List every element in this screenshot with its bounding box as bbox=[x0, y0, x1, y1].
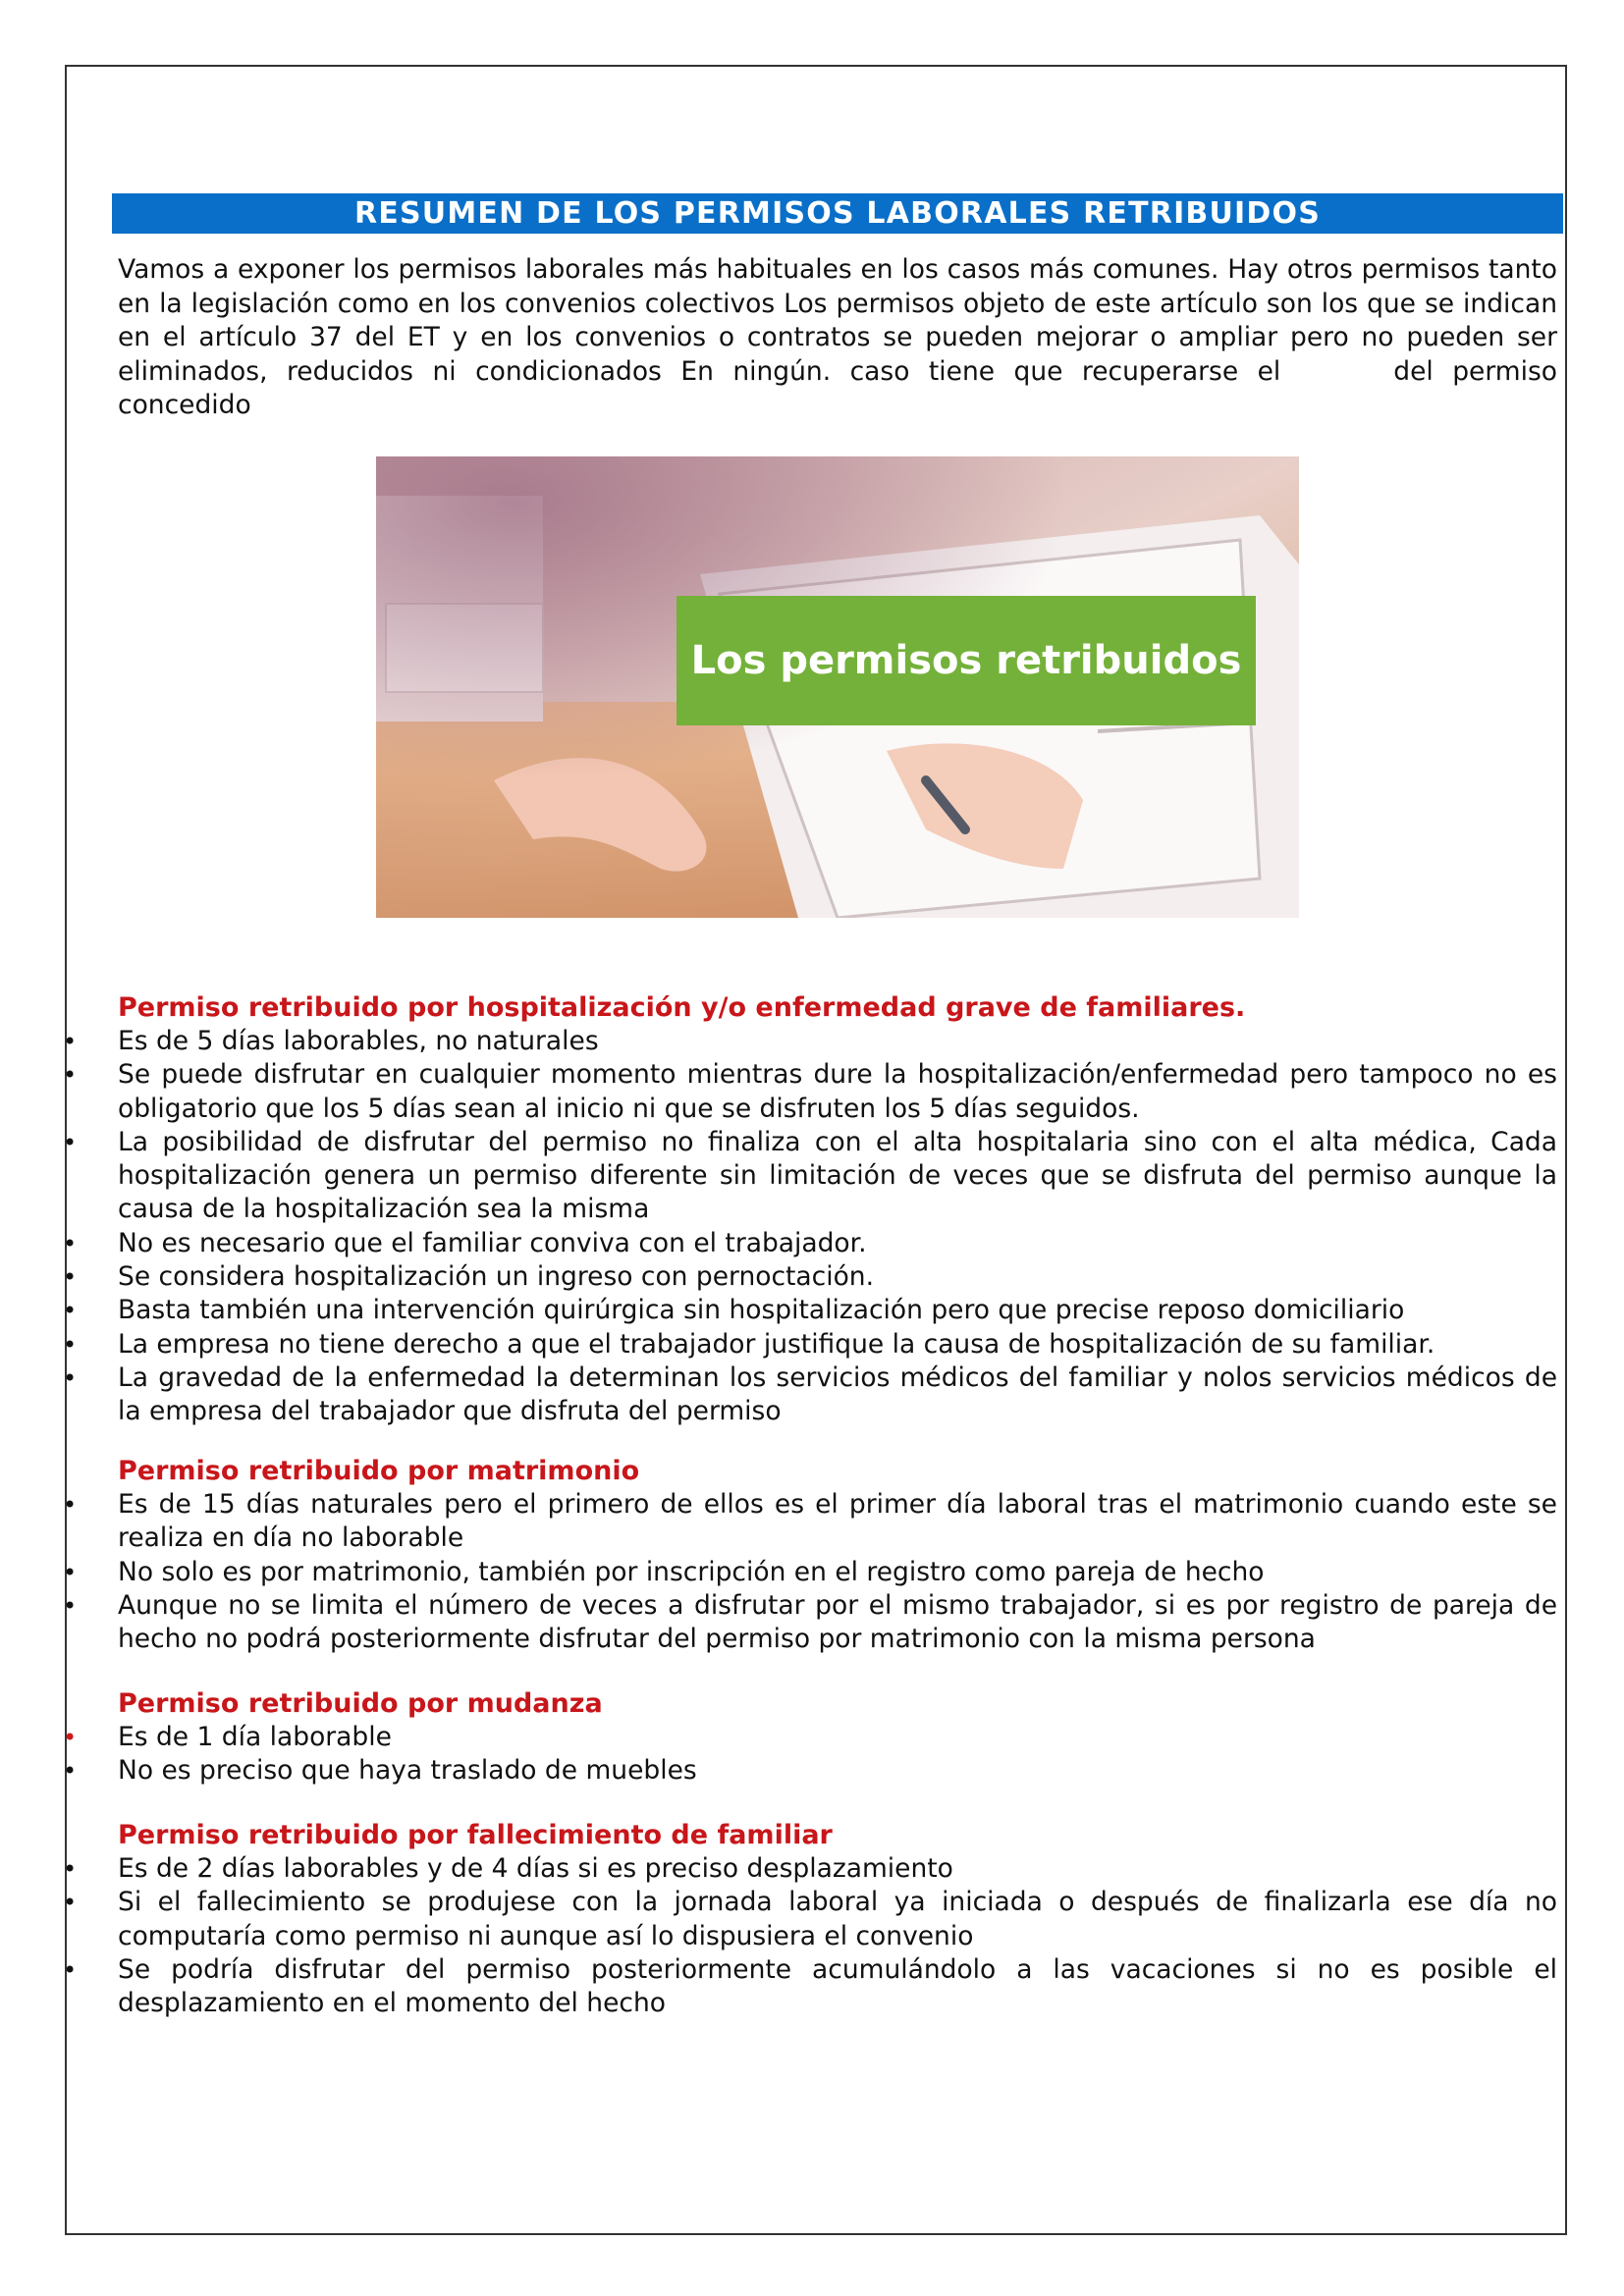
list-fallecimiento bbox=[118, 1852, 1557, 2020]
list-matrimonio bbox=[118, 1488, 1557, 1656]
list-item: • No es necesario que el familiar conviva con el trabajador. bbox=[118, 1227, 1557, 1260]
intro-paragraph bbox=[118, 253, 1557, 423]
list-item: • Aunque no se limita el número de veces a disfrutar por el mismo trabajador, si es por registro de pareja de hecho no podrá posteriormente disfrutar del permiso por matrimonio con la misma persona bbox=[118, 1589, 1557, 1657]
list-item: • Se considera hospitalización un ingreso con pernoctación. bbox=[118, 1260, 1557, 1294]
list-item: • La gravedad de la enfermedad la determinan los servicios médicos del familiar y nolos servicios médicos de la empresa del trabajador que disfruta del permiso bbox=[118, 1362, 1557, 1429]
intro-text-end: del permiso concedido bbox=[118, 355, 1557, 420]
list-item: • No es preciso que haya traslado de muebles bbox=[118, 1754, 1557, 1788]
section-title-mudanza: Permiso retribuido por mudanza bbox=[118, 1688, 603, 1719]
document-title: RESUMEN DE LOS PERMISOS LABORALES RETRIBUIDOS bbox=[112, 193, 1563, 234]
section-title-hospitalizacion: Permiso retribuido por hospitalización y/o enfermedad grave de familiares. bbox=[118, 992, 1246, 1023]
list-item: • No solo es por matrimonio, también por inscripción en el registro como pareja de hecho bbox=[118, 1556, 1557, 1589]
list-mudanza bbox=[118, 1721, 1557, 1789]
list-item: • Basta también una intervención quirúrgica sin hospitalización pero que precise reposo domiciliario bbox=[118, 1294, 1557, 1327]
list-item: • Si el fallecimiento se produjese con la jornada laboral ya iniciada o después de finalizarla ese día no computaría como permiso ni aunque así lo dispusiera el convenio bbox=[118, 1886, 1557, 1953]
section-title-fallecimiento: Permiso retribuido por fallecimiento de familiar bbox=[118, 1820, 833, 1850]
list-item: • Es de 1 día laborable bbox=[118, 1721, 1557, 1754]
hero-image bbox=[376, 456, 1299, 918]
section-title-matrimonio: Permiso retribuido por matrimonio bbox=[118, 1456, 640, 1486]
hero-image-caption: Los permisos retribuidos bbox=[690, 638, 1242, 683]
list-item: • Se podría disfrutar del permiso posteriormente acumulándolo a las vacaciones si no es posible el desplazamiento en el momento del hecho bbox=[118, 1953, 1557, 2021]
intro-text: Vamos a exponer los permisos laborales más habituales en los casos más comunes. Hay otros permisos tanto en la legislación como en los convenios colectivos Los permisos objeto de este artículo son los que se indican en el artículo 37 del ET y en los convenios o contratos se pueden mejorar o ampliar pero no pueden ser eliminados, reducidos ni condicionados En ningún. caso tiene que recuperarse el bbox=[118, 254, 1557, 387]
list-item: • La posibilidad de disfrutar del permiso no finaliza con el alta hospitalaria sino con el alta médica, Cada hospitalización genera un permiso diferente sin limitación de veces que se disfruta del permiso aunque la causa de la hospitalización sea la misma bbox=[118, 1126, 1557, 1227]
list-item: • Es de 15 días naturales pero el primero de ellos es el primer día laboral tras el matrimonio cuando este se realiza en día no laborable bbox=[118, 1488, 1557, 1556]
list-item: • Se puede disfrutar en cualquier momento mientras dure la hospitalización/enfermedad pero tampoco no es obligatorio que los 5 días sean al inicio ni que se disfruten los 5 días seguidos. bbox=[118, 1058, 1557, 1126]
list-hospitalizacion bbox=[118, 1025, 1557, 1429]
list-item: • Es de 2 días laborables y de 4 días si es preciso desplazamiento bbox=[118, 1852, 1557, 1886]
list-item: • Es de 5 días laborables, no naturales bbox=[118, 1025, 1557, 1058]
list-item: • La empresa no tiene derecho a que el trabajador justifique la causa de hospitalización de su familiar. bbox=[118, 1328, 1557, 1362]
